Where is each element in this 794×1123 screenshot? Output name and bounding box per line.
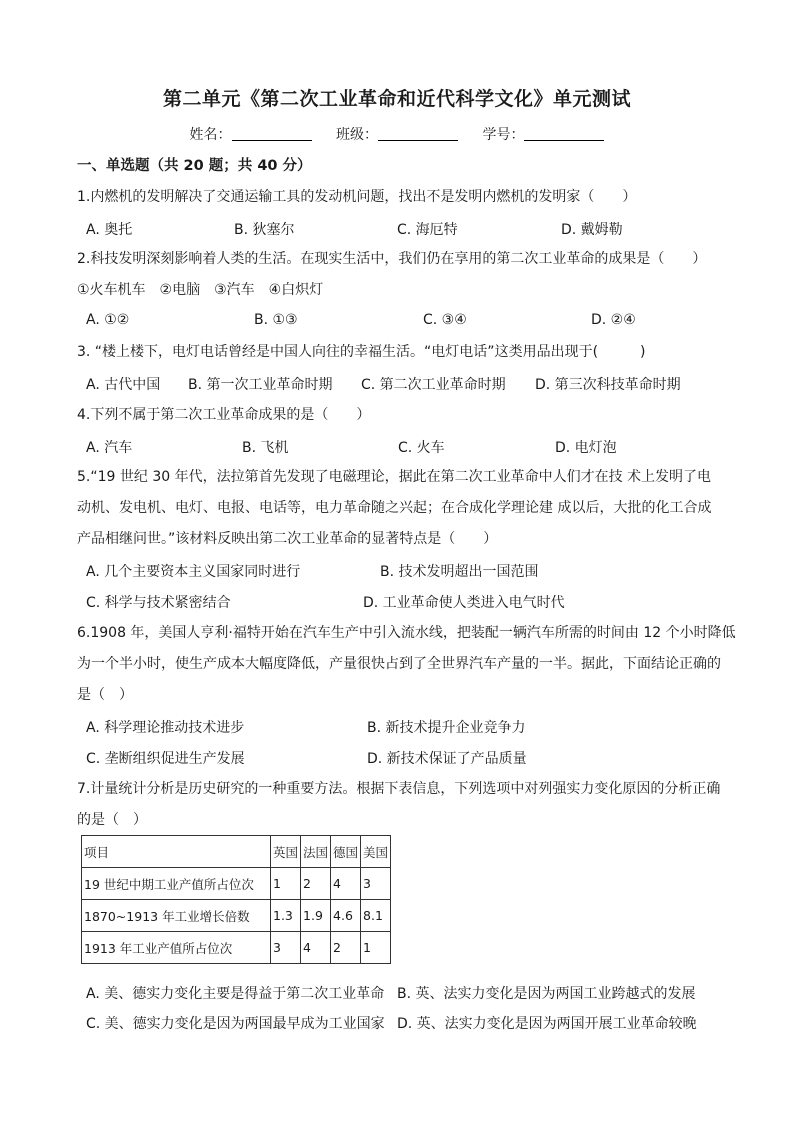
table-row — [82, 900, 391, 932]
q6-option-a: A. 科学理论推动技术进步 — [86, 720, 245, 736]
id-blank — [524, 126, 604, 141]
table-cell: 3 — [271, 932, 301, 964]
q3-option-c: C. 第二次工业革命时期 — [361, 377, 506, 393]
table-cell: 1913 年工业产值所占位次 — [82, 932, 271, 964]
q5-option-a: A. 几个主要资本主义国家同时进行 — [86, 564, 301, 580]
q2-stem: 2.科技发明深刻影响着人类的生活。在现实生活中，我们仍在享用的第二次工业革命的成果是（ ） — [77, 251, 707, 267]
q5-stem-line3: 产品相继问世。”该材料反映出第二次工业革命的显著特点是（ ） — [77, 531, 498, 547]
q7-stem-line2: 的是（ ） — [77, 812, 147, 828]
table-cell: 2 — [301, 868, 331, 900]
q3-option-b: B. 第一次工业革命时期 — [188, 377, 333, 393]
q1-stem: 1.内燃机的发明解决了交通运输工具的发动机问题，找出不是发明内燃机的发明家（ ） — [77, 189, 637, 205]
q4-option-c: C. 火车 — [398, 440, 445, 456]
page-title: 第二单元《第二次工业革命和近代科学文化》单元测试 — [162, 88, 631, 110]
table-cell: 19 世纪中期工业产值所占位次 — [82, 868, 271, 900]
q6-stem-line2: 为一个半小时，使生产成本大幅度降低，产量很快占到了全世界汽车产量的一半。据此，下面结论正确的 — [77, 656, 721, 672]
q1-option-d: D. 戴姆勒 — [561, 222, 623, 238]
id-field — [482, 124, 604, 144]
table-cell: 4 — [331, 868, 361, 900]
q3-option-d: D. 第三次科技革命时期 — [535, 377, 681, 393]
table-header-row — [82, 836, 391, 868]
q3-option-a: A. 古代中国 — [86, 377, 161, 393]
id-label: 学号： — [482, 127, 525, 143]
table-cell: 1.9 — [301, 900, 331, 932]
q4-option-b: B. 飞机 — [242, 440, 289, 456]
table-header-cell: 德国 — [331, 836, 361, 868]
table-cell: 1 — [361, 932, 391, 964]
q2-option-b: B. ①③ — [254, 312, 298, 328]
class-label: 班级： — [336, 127, 378, 143]
q6-option-c: C. 垄断组织促进生产发展 — [86, 751, 245, 767]
table-header-cell: 美国 — [361, 836, 391, 868]
class-blank — [378, 126, 458, 141]
name-blank — [232, 126, 312, 141]
table-header-cell: 法国 — [301, 836, 331, 868]
q4-option-a: A. 汽车 — [86, 440, 133, 456]
q7-stem-line1: 7.计量统计分析是历史研究的一种重要方法。根据下表信息，下列选项中对列强实力变化原因的分析正确 — [77, 781, 721, 797]
table-cell: 2 — [331, 932, 361, 964]
table-cell: 1.3 — [271, 900, 301, 932]
q5-stem-line2: 动机、发电机、电灯、电报、电话等，电力革命随之兴起；在合成化学理论建 成以后，大批的化工合成 — [77, 500, 712, 516]
table-cell: 1870~1913 年工业增长倍数 — [82, 900, 271, 932]
q4-stem: 4.下列不属于第二次工业革命成果的是（ ） — [77, 407, 371, 423]
class-field — [336, 124, 458, 144]
section-heading: 一、单选题（共 20 题；共 40 分） — [77, 158, 312, 174]
q1-option-b: B. 狄塞尔 — [234, 222, 295, 238]
table-header-cell: 项目 — [82, 836, 271, 868]
q6-stem-line1: 6.1908 年，美国人亨利·福特开始在汽车生产中引入流水线，把装配一辆汽车所需的时间由 12 个小时降低 — [77, 625, 736, 641]
table-cell: 1 — [271, 868, 301, 900]
table-row — [82, 868, 391, 900]
q2-option-c: C. ③④ — [423, 312, 467, 328]
q5-option-c: C. 科学与技术紧密结合 — [86, 595, 231, 611]
q1-option-a: A. 奥托 — [86, 222, 133, 238]
table-cell: 3 — [361, 868, 391, 900]
q2-option-a: A. ①② — [86, 312, 130, 328]
q5-stem-line1: 5.“19 世纪 30 年代，法拉第首先发现了电磁理论，据此在第二次工业革命中人们才在技 术上发明了电 — [77, 469, 712, 485]
q4-option-d: D. 电灯泡 — [555, 440, 617, 456]
q6-option-b: B. 新技术提升企业竞争力 — [367, 720, 526, 736]
q6-stem-line3: 是（ ） — [77, 687, 133, 703]
name-label: 姓名： — [189, 127, 232, 143]
student-info — [0, 124, 794, 144]
table-cell: 4 — [301, 932, 331, 964]
table-cell: 8.1 — [361, 900, 391, 932]
q7-option-d: D. 英、法实力变化是因为两国开展工业革命较晚 — [397, 1016, 697, 1032]
q7-option-c: C. 美、德实力变化是因为两国最早成为工业国家 — [86, 1016, 385, 1032]
q2-option-d: D. ②④ — [591, 312, 636, 328]
q3-stem: 3. “楼上楼下，电灯电话曾经是中国人向往的幸福生活。“电灯电话”这类用品出现于( ) — [77, 344, 646, 360]
q5-option-b: B. 技术发明超出一国范围 — [380, 564, 539, 580]
q7-option-b: B. 英、法实力变化是因为两国工业跨越式的发展 — [397, 986, 696, 1002]
q5-option-d: D. 工业革命使人类进入电气时代 — [363, 595, 565, 611]
table-row — [82, 932, 391, 964]
q1-option-c: C. 海厄特 — [397, 222, 458, 238]
table-cell: 4.6 — [331, 900, 361, 932]
table-header-cell: 英国 — [271, 836, 301, 868]
name-field — [190, 124, 312, 144]
q6-option-d: D. 新技术保证了产品质量 — [367, 751, 527, 767]
q7-option-a: A. 美、德实力变化主要是得益于第二次工业革命 — [86, 986, 385, 1002]
q2-items: ①火车机车 ②电脑 ③汽车 ④白炽灯 — [77, 282, 324, 298]
industry-table — [81, 835, 391, 964]
